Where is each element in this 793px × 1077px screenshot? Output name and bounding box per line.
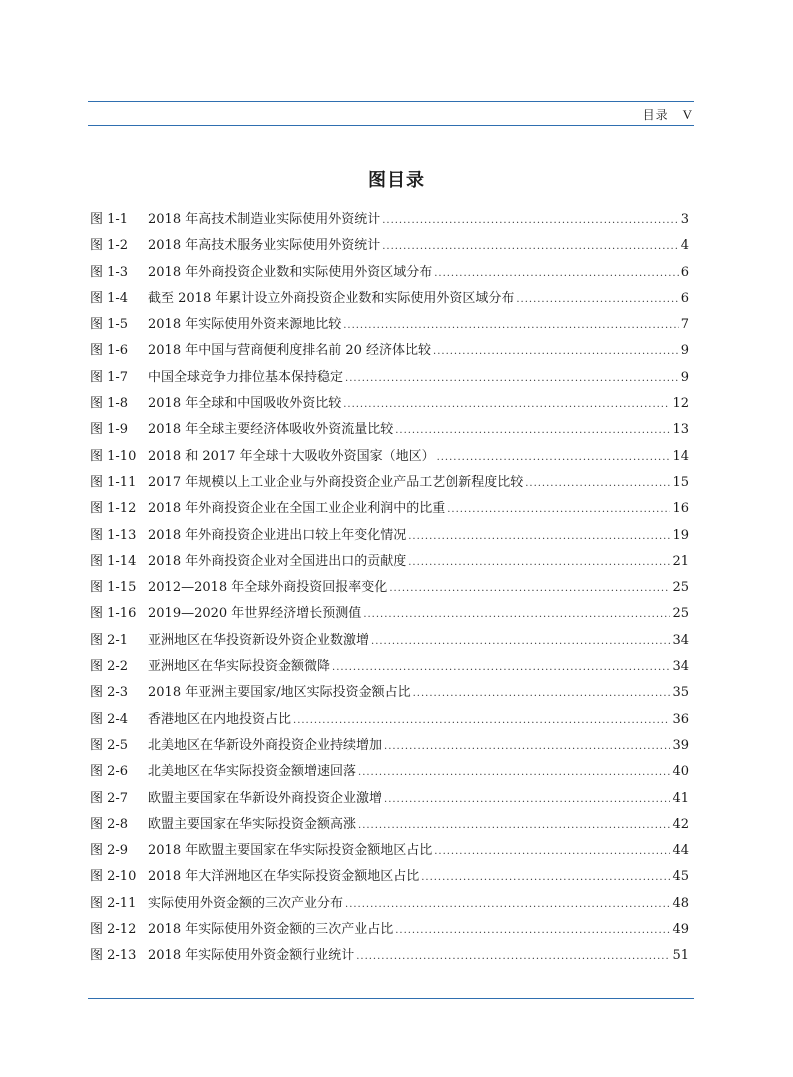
dot-leader [389, 576, 670, 602]
figure-title: 实际使用外资金额的三次产业分布 [148, 895, 344, 911]
toc-entry[interactable] [90, 759, 689, 785]
toc-entry[interactable] [90, 654, 689, 680]
footer-rule [88, 998, 694, 999]
figure-number: 图 2-11 [90, 895, 137, 911]
page-number: 34 [672, 659, 689, 675]
page-number: 12 [672, 396, 689, 412]
page-number: 42 [672, 816, 689, 832]
toc-entry[interactable] [90, 864, 689, 890]
toc-entry[interactable] [90, 365, 689, 391]
page-number: 4 [680, 238, 689, 254]
figure-number: 图 1-5 [90, 317, 129, 333]
figure-title: 2018 年外商投资企业数和实际使用外资区域分布 [148, 264, 433, 280]
figure-number: 图 2-7 [90, 790, 129, 806]
figure-number: 图 2-9 [90, 843, 129, 859]
page-number: 41 [672, 790, 689, 806]
figure-title: 中国全球竞争力排位基本保持稳定 [148, 369, 344, 385]
toc-entry[interactable] [90, 549, 689, 575]
figure-number: 图 1-3 [90, 264, 129, 280]
toc-entry[interactable] [90, 707, 689, 733]
header-bottom-rule [88, 125, 694, 126]
page-number: 45 [672, 869, 689, 885]
toc-entry[interactable] [90, 680, 689, 706]
figure-number: 图 1-4 [90, 290, 129, 306]
toc-entry[interactable] [90, 575, 689, 601]
dot-leader [434, 261, 679, 287]
figure-number: 图 2-10 [90, 869, 137, 885]
page-number: 13 [672, 422, 689, 438]
figure-title: 2018 和 2017 年全球十大吸收外资国家（地区） [148, 448, 435, 464]
figure-title: 欧盟主要国家在华新设外商投资企业激增 [148, 790, 383, 806]
figure-number: 图 1-1 [90, 212, 129, 227]
page-number: 14 [672, 448, 689, 464]
dot-leader [434, 839, 670, 865]
dot-leader [384, 734, 670, 760]
toc-entry[interactable] [90, 470, 689, 496]
page-number: 25 [672, 580, 689, 596]
figure-title: 2018 年外商投资企业进出口较上年变化情况 [148, 527, 407, 543]
figure-number: 图 2-13 [90, 948, 137, 964]
figure-title: 2018 年欧盟主要国家在华实际投资金额地区占比 [148, 843, 433, 859]
figure-title: 亚洲地区在华实际投资金额微降 [148, 659, 331, 675]
figure-list [90, 207, 689, 970]
figure-number: 图 2-6 [90, 764, 129, 780]
toc-entry[interactable] [90, 207, 689, 233]
figure-number: 图 1-10 [90, 448, 137, 464]
page-number: 9 [680, 369, 689, 385]
toc-entry[interactable] [90, 338, 689, 364]
figure-title: 2018 年高技术服务业实际使用外资统计 [148, 238, 381, 254]
toc-entry[interactable] [90, 260, 689, 286]
toc-entry[interactable] [90, 286, 689, 312]
page-number: 48 [672, 895, 689, 911]
dot-leader [525, 471, 670, 497]
page-number: 16 [672, 501, 689, 517]
page-number: 19 [672, 527, 689, 543]
dot-leader [343, 313, 679, 339]
figure-title: 香港地区在内地投资占比 [148, 711, 292, 727]
dot-leader [433, 339, 679, 365]
toc-entry[interactable] [90, 733, 689, 759]
figure-title: 2018 年外商投资企业在全国工业企业利润中的比重 [148, 501, 446, 517]
figure-number: 图 2-8 [90, 816, 129, 832]
figure-number: 图 1-14 [90, 553, 137, 569]
dot-leader [356, 944, 670, 970]
toc-entry[interactable] [90, 601, 689, 627]
header-page-number: V [682, 107, 693, 122]
figure-number: 图 1-15 [90, 580, 137, 596]
page-number: 6 [680, 290, 689, 306]
toc-entry[interactable] [90, 233, 689, 259]
figure-title: 2018 年亚洲主要国家/地区实际投资金额占比 [148, 685, 411, 701]
figure-number: 图 2-3 [90, 685, 129, 701]
dot-leader [382, 208, 679, 234]
page-number: 25 [672, 606, 689, 622]
toc-entry[interactable] [90, 391, 689, 417]
figure-title: 欧盟主要国家在华实际投资金额高涨 [148, 816, 357, 832]
toc-entry[interactable] [90, 417, 689, 443]
toc-entry[interactable] [90, 523, 689, 549]
figure-title: 北美地区在华实际投资金额增速回落 [148, 764, 357, 780]
figure-number: 图 2-5 [90, 737, 129, 753]
figure-number: 图 2-1 [90, 632, 129, 648]
page-number: 40 [672, 764, 689, 780]
figure-title: 2019—2020 年世界经济增长预测值 [148, 606, 362, 622]
figure-title: 2012—2018 年全球外商投资回报率变化 [148, 580, 388, 596]
dot-leader [293, 708, 670, 734]
dot-leader [371, 629, 670, 655]
figure-number: 图 1-9 [90, 422, 129, 438]
dot-leader [345, 366, 679, 392]
figure-title: 北美地区在华新设外商投资企业持续增加 [148, 737, 383, 753]
dot-leader [516, 287, 678, 313]
figure-title: 2018 年实际使用外资金额行业统计 [148, 948, 355, 964]
toc-entry[interactable] [90, 917, 689, 943]
figure-number: 图 1-2 [90, 238, 129, 254]
dot-leader [384, 787, 670, 813]
figure-title: 2018 年实际使用外资金额的三次产业占比 [148, 922, 394, 938]
toc-entry[interactable] [90, 444, 689, 470]
dot-leader [358, 760, 670, 786]
figure-title: 2018 年高技术制造业实际使用外资统计 [148, 212, 381, 227]
figure-number: 图 1-13 [90, 527, 137, 543]
figure-title: 2018 年大洋洲地区在华实际投资金额地区占比 [148, 869, 420, 885]
page-number: 9 [680, 343, 689, 359]
page-title: 图目录 [368, 170, 425, 191]
dot-leader [395, 418, 670, 444]
page-number: 39 [672, 737, 689, 753]
dot-leader [343, 392, 670, 418]
toc-entry[interactable] [90, 891, 689, 917]
dot-leader [358, 813, 670, 839]
dot-leader [408, 524, 670, 550]
figure-title: 2018 年全球主要经济体吸收外资流量比较 [148, 422, 394, 438]
figure-title: 2018 年中国与营商便利度排名前 20 经济体比较 [148, 343, 432, 359]
figure-title: 2018 年外商投资企业对全国进出口的贡献度 [148, 553, 407, 569]
dot-leader [332, 655, 670, 681]
page-number: 6 [680, 264, 689, 280]
page-number: 21 [672, 553, 689, 569]
dot-leader [345, 892, 670, 918]
page-number: 44 [672, 843, 689, 859]
dot-leader [395, 918, 670, 944]
figure-number: 图 1-12 [90, 501, 137, 517]
figure-number: 图 2-4 [90, 711, 129, 727]
running-header [643, 106, 693, 123]
figure-number: 图 1-16 [90, 606, 137, 622]
header-section-label: 目录 [642, 108, 669, 122]
figure-number: 图 2-2 [90, 659, 129, 675]
dot-leader [437, 445, 671, 471]
toc-entry[interactable] [90, 838, 689, 864]
toc-entry[interactable] [90, 312, 689, 338]
figure-number: 图 1-7 [90, 369, 129, 385]
toc-entry[interactable] [90, 812, 689, 838]
toc-entry[interactable] [90, 628, 689, 654]
dot-leader [382, 234, 679, 260]
page-number: 49 [672, 922, 689, 938]
page-number: 7 [680, 317, 689, 333]
page-number: 51 [672, 948, 689, 964]
page-number: 3 [680, 212, 689, 227]
figure-title: 2018 年实际使用外资来源地比较 [148, 317, 342, 333]
page-number: 35 [672, 685, 689, 701]
figure-number: 图 1-8 [90, 396, 129, 412]
dot-leader [408, 550, 670, 576]
figure-number: 图 1-11 [90, 474, 137, 490]
page-number: 34 [672, 632, 689, 648]
figure-title: 2018 年全球和中国吸收外资比较 [148, 396, 342, 412]
page-number: 36 [672, 711, 689, 727]
dot-leader [413, 681, 671, 707]
toc-entry[interactable] [90, 496, 689, 522]
figure-title: 2017 年规模以上工业企业与外商投资企业产品工艺创新程度比较 [148, 474, 524, 490]
toc-entry[interactable] [90, 786, 689, 812]
page-number: 15 [672, 474, 689, 490]
dot-leader [363, 602, 670, 628]
toc-entry[interactable] [90, 943, 689, 969]
figure-title: 截至 2018 年累计设立外商投资企业数和实际使用外资区域分布 [148, 290, 515, 306]
dot-leader [447, 497, 670, 523]
dot-leader [421, 865, 670, 891]
header-top-rule [88, 101, 694, 102]
figure-number: 图 2-12 [90, 922, 137, 938]
figure-title: 亚洲地区在华投资新设外资企业数激增 [148, 632, 370, 648]
figure-number: 图 1-6 [90, 343, 129, 359]
